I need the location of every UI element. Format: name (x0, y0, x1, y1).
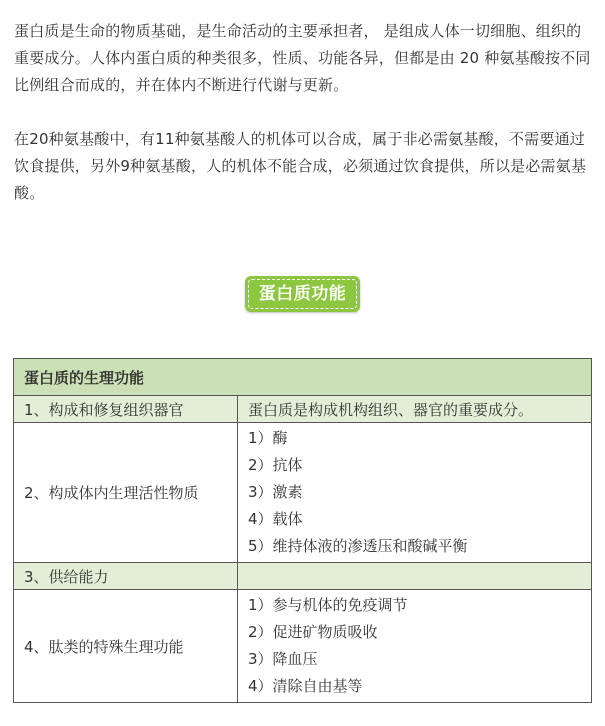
row-label-text: 3、供给能力 (24, 567, 109, 586)
list-item: 3）降血压 (248, 650, 318, 668)
section-badge-label: 蛋白质功能 (248, 279, 358, 309)
section-badge-container (0, 276, 605, 312)
intro-paragraph-1: 蛋白质是生命的物质基础，是生命活动的主要承担者， 是组成人体一切细胞、组织的重要成分。人体内蛋白质的种类很多，性质、功能各异，但都是由 20 种氨基酸按不同比例组合而成的，并在体内不断进行代谢与更新。 (14, 22, 591, 94)
section-badge (245, 276, 361, 312)
table-row (14, 563, 592, 590)
row-value-empty (238, 563, 592, 590)
row-value-text: 蛋白质是构成机构组织、器官的重要成分。 (248, 400, 534, 419)
table-row (14, 590, 592, 703)
table-header: 蛋白质的生理功能 (14, 359, 592, 396)
row-value (238, 396, 592, 423)
row-items (238, 423, 592, 563)
row-label (14, 590, 238, 703)
row-label-text: 4、肽类的特殊生理功能 (24, 637, 184, 656)
protein-function-table (13, 358, 592, 703)
row-label (14, 563, 238, 590)
row-label (14, 423, 238, 563)
list-item: 1）酶 (248, 429, 288, 447)
list-item: 5）维持体液的渗透压和酸碱平衡 (248, 537, 468, 555)
list-item: 1）参与机体的免疫调节 (248, 596, 408, 614)
row-label-text: 1、构成和修复组织器官 (24, 400, 184, 419)
intro-paragraph-2: 在20种氨基酸中，有11种氨基酸人的机体可以合成，属于非必需氨基酸，不需要通过饮食提供，另外9种氨基酸，人的机体不能合成，必须通过饮食提供，所以是必需氨基酸。 (14, 130, 587, 202)
list-item: 2）促进矿物质吸收 (248, 623, 378, 641)
table-row (14, 423, 592, 563)
row-label (14, 396, 238, 423)
list-item: 2）抗体 (248, 456, 303, 474)
table-row (14, 396, 592, 423)
table-header-row (14, 359, 592, 396)
list-item: 4）清除自由基等 (248, 677, 363, 695)
row-label-text: 2、构成体内生理活性物质 (24, 484, 199, 502)
list-item: 4）载体 (248, 510, 303, 528)
list-item: 3）激素 (248, 483, 303, 501)
row-items (238, 590, 592, 703)
